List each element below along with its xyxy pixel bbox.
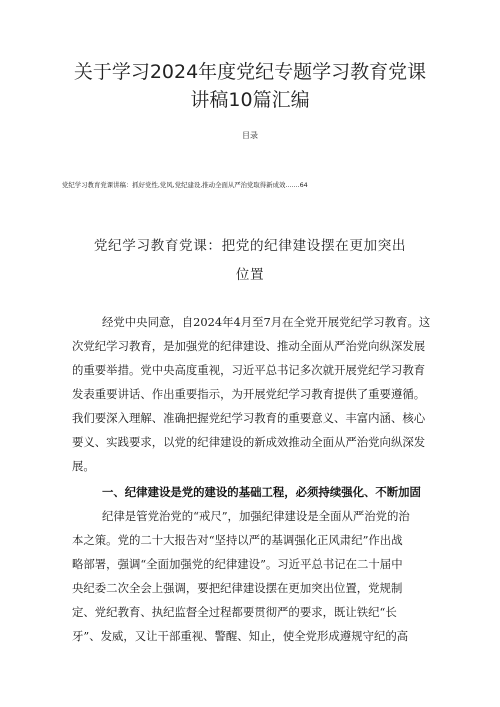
paragraph-line: 牙”、发威，又让干部重视、警醒、知止，使全党形成遵规守纪的高 (72, 629, 409, 643)
paragraph-line: 纪律是管党治党的“戒尺”，加强纪律建设是全面从严治党的治 (102, 509, 410, 523)
toc-entry[interactable]: 党纪学习教育党课讲稿：抓好党性,党风,党纪建设,推动全面从严治党取得新成效.......64 (62, 181, 308, 189)
section-title: 党纪学习教育党课：把党的纪律建设摆在更加突出 (93, 238, 407, 254)
document-title: 关于学习2024年度党纪专题学习教育党课 (73, 61, 427, 83)
paragraph-line: 要义、实践要求，以党的纪律建设的新成效推动全面从严治党向纵深发 (72, 435, 426, 449)
paragraph-line: 次党纪学习教育，是加强党的纪律建设、推动全面从严治党向纵深发展 (72, 339, 426, 353)
section-title-continued: 位置 (235, 267, 265, 283)
paragraph-line: 的重要举措。党中央高度重视，习近平总书记多次就开展党纪学习教育 (72, 363, 426, 377)
paragraph-line: 央纪委二次全会上强调，要把纪律建设摆在更加突出位置，党规制 (72, 581, 403, 595)
paragraph-line: 本之策。党的二十大报告对“坚持以严的基调强化正风肃纪”作出战 (72, 533, 403, 547)
paragraph-line: 定、党纪教育、执纪监督全过程都要贯彻严的要求，既让铁纪“长 (72, 605, 397, 619)
paragraph-line: 经党中央同意，自2024年4月至7月在全党开展党纪学习教育。这 (102, 315, 431, 329)
toc-heading: 目录 (242, 131, 258, 140)
paragraph-line: 发表重要讲话、作出重要指示，为开展党纪学习教育提供了重要遵循。 (72, 387, 426, 401)
paragraph-line: 展。 (72, 459, 95, 473)
document-title-continued: 讲稿10篇汇编 (190, 89, 310, 111)
subheading: 一、纪律建设是党的建设的基础工程，必须持续强化、不断加固 (102, 485, 421, 499)
paragraph-line: 略部署，强调“全面加强党的纪律建设”。习近平总书记在二十届中 (72, 557, 403, 571)
paragraph-line: 我们要深入理解、准确把握党纪学习教育的重要意义、丰富内涵、核心 (72, 411, 426, 425)
